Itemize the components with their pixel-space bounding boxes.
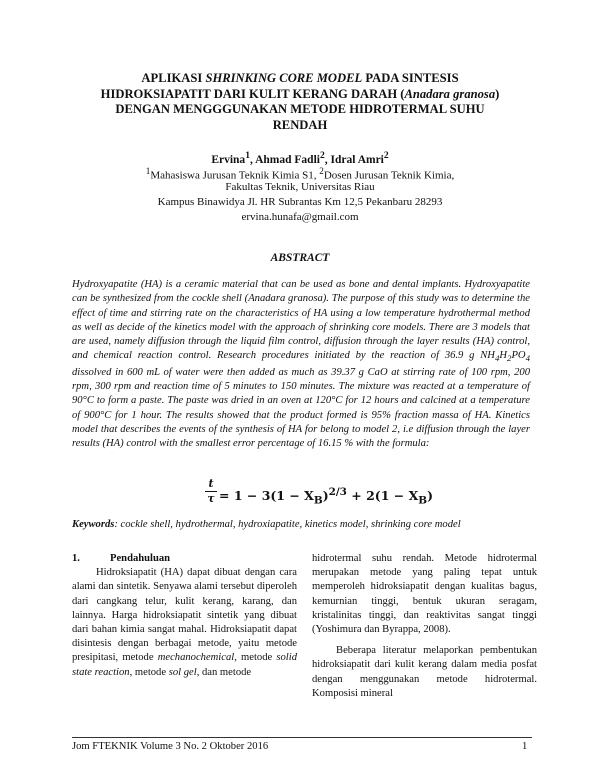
page-number: 1 (522, 741, 528, 752)
title-line-2: HIDROKSIAPATIT DARI KULIT KERANG DARAH (Anadara granosa) (100, 86, 500, 101)
right-paragraph-1: hidrotermal suhu rendah. Metode hidrotermal merupakan metode yang paling tepat untuk memperoleh hidroksiapatit dengan kualitas bagus, kemurnian tinggi, bentuk ukuran seragam, kristalinitas tinggi, dan reaktivitas sangat tinggi (Yoshimura dan Byrappa, 2008). (312, 553, 537, 636)
kinetics-formula (195, 477, 433, 514)
title-line-1: APLIKASI SHRINKING CORE MODEL PADA SINTESIS (141, 71, 459, 85)
author-list: Ervina$^1$, Ahmad Fadli$^2$, Idral Amri$^2$ (211, 150, 389, 166)
formula-fraction: t τ (205, 478, 217, 505)
intro-paragraph: Hidroksiapatit (HA) dapat dibuat dengan cara alami dan sintetik. Senyawa alami tersebut diperoleh dari cangkang telur, kulit kerang, karang, dan lainnya. Harga hidroksiapatit sintetik yang dibuat dari bahan kimia sangat mahal. Hidroksiapatit dapat disintesis dengan berbagai metode, yaitu metode presipitasi, metode mechanochemical, metode solid state reaction, metode sol gel, dan metode (72, 567, 297, 678)
title-line-3: DENGAN MENGGGUNAKAN METODE HIDROTERMAL SUHU (115, 102, 485, 116)
left-column (72, 552, 297, 680)
keywords: Keywords: cockle shell, hydrothermal, hydroxiapatite, kinetics model, shrinking core model (72, 519, 461, 530)
author-email: ervina.hunafa@gmail.com (241, 211, 359, 223)
abstract-text: Hydroxyapatite (HA) is a ceramic material that can be used as bone and dental implants. Hydroxyapatite can be synthesized from the cockle shell (Anadara granosa). The purpose of this study was to determine the effect of time and stirring rate on the characteristics of HA using a low temperature hydrothermal method as well as decide of the kinetics model with the approach of shrinking core models. There are 3 models that are used, namely diffusion through the liquid film control, diffusion through the layer results (HA) control, and chemical reaction control. Research procedures initiated by the reaction of 36.9 g $NH_4H_2PO_4$ dissolved in 600 mL of water were then added as much as 39.37 g CaO at stirring rate of 100 rpm, 200 rpm, 300 rpm and reaction time of 5 minutes to 150 minutes. The mixture was reacted at a temperature of 90°C to form a paste. The paste was dried in an oven at 120°C for 12 hours and calcined at a temperature of 900°C for 1 hour. The results showed that the product formed is 95% fraction massa of HA. Kinetics model that describes the events of the synthesis of HA for belong to model 2, i.e diffusion through the layer results (HA) control with the smallest error percentage of 16.15 % with the formula: (72, 279, 530, 450)
right-paragraph-2: Beberapa literatur melaporkan pembentukan hidroksiapatit dari kulit kerang dalam media posfat dengan menggunakan metode hidrotermal. Komposisi mineral (312, 645, 537, 699)
affiliation-line-1: $^1$Mahasiswa Jurusan Teknik Kimia S1, $^2$Dosen Jurusan Teknik Kimia, (145, 166, 455, 182)
paper-title (80, 71, 520, 133)
title-line-4: RENDAH (272, 117, 328, 132)
abstract-heading: ABSTRACT (270, 252, 330, 264)
section-heading: 1. Pendahuluan (72, 553, 171, 564)
affiliation-line-3: Kampus Binawidya Jl. HR Subrantas Km 12,5 Pekanbaru 28293 (157, 196, 443, 208)
footer-journal: Jom FTEKNIK Volume 3 No. 2 Oktober 2016 (72, 741, 269, 752)
footer-divider (72, 737, 532, 738)
formula-rhs: = $1 - 3(1 - X_B)^{2/3} + 2(1 - X_B)$ (219, 486, 433, 507)
right-column (312, 552, 537, 701)
affiliation-line-2: Fakultas Teknik, Universitas Riau (225, 181, 375, 193)
